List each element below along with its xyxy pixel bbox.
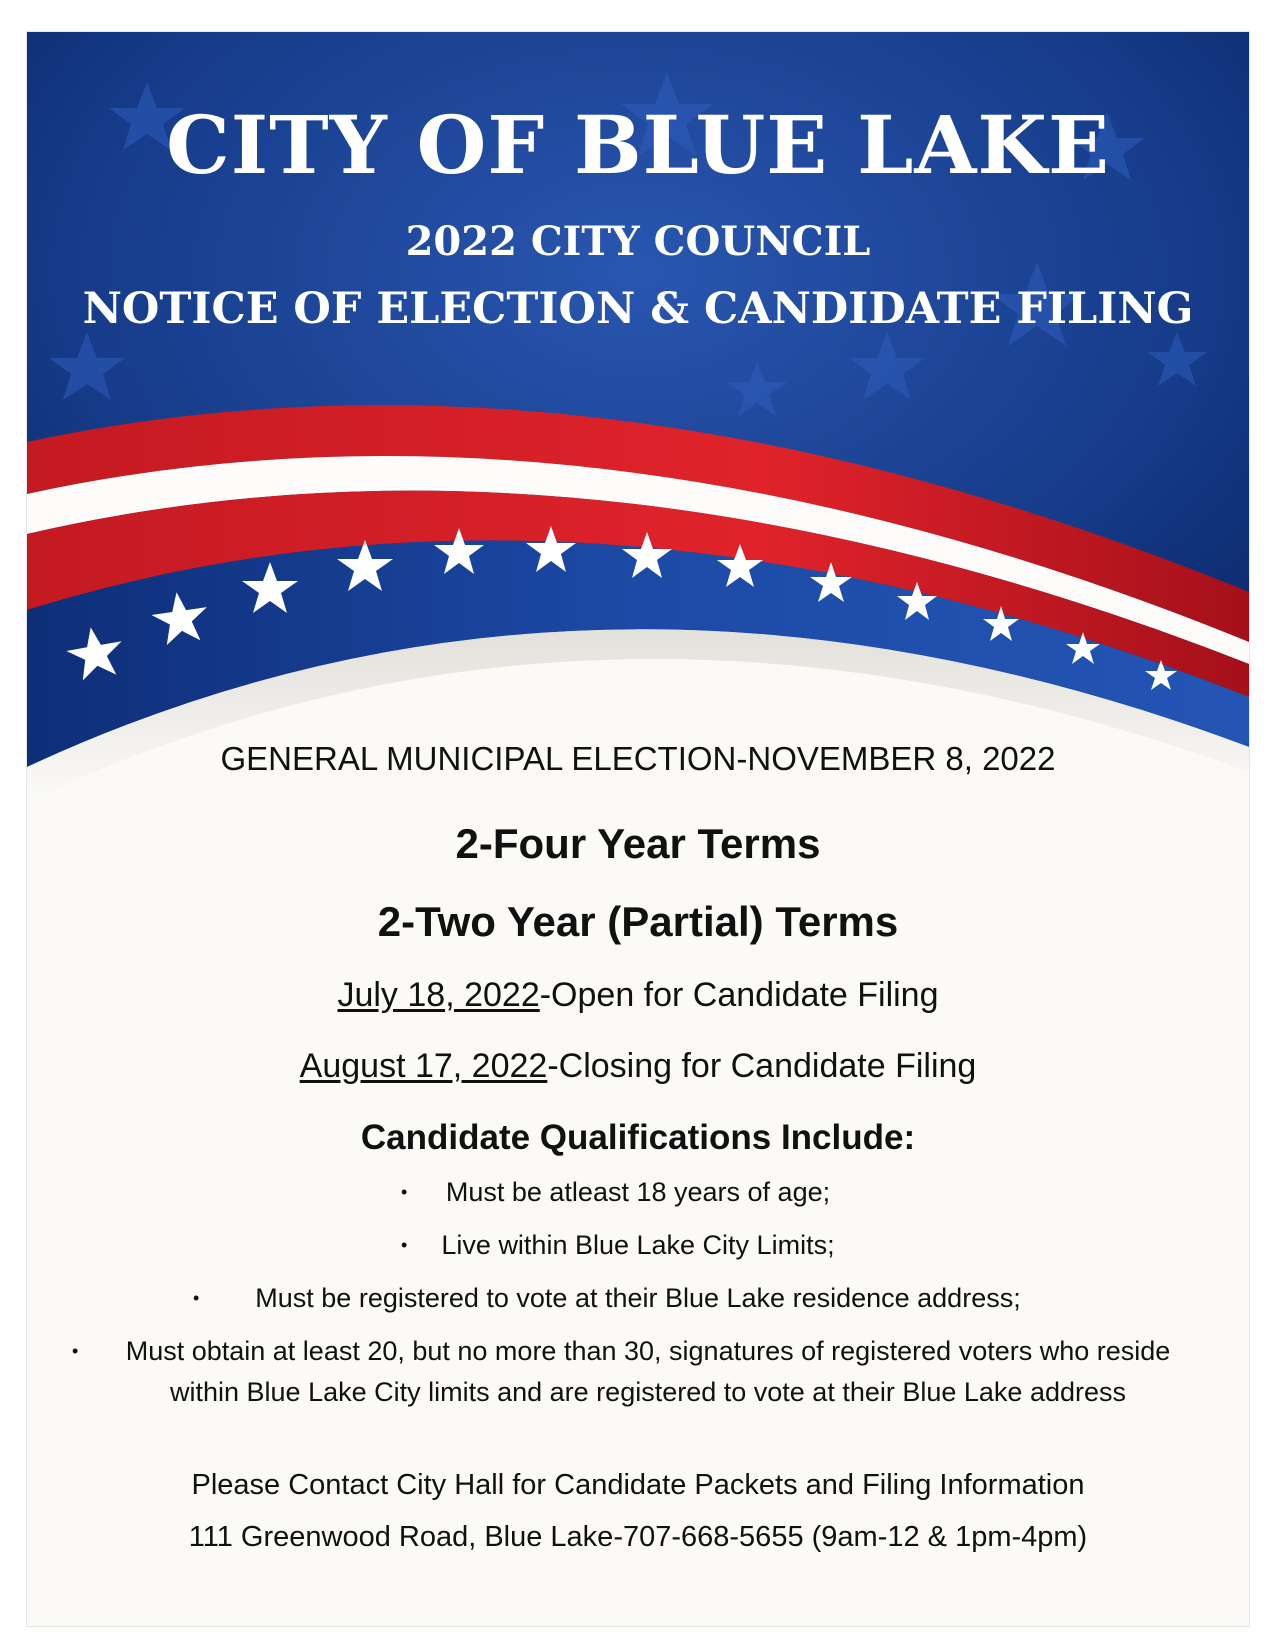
list-item: • Live within Blue Lake City Limits; (27, 1225, 1249, 1266)
election-date-line: GENERAL MUNICIPAL ELECTION-NOVEMBER 8, 2022 (220, 740, 1056, 777)
filing-open-text: -Open for Candidate Filing (539, 976, 939, 1014)
notice-subtitle: NOTICE OF ELECTION & CANDIDATE FILING (82, 284, 1194, 334)
election-flyer (27, 32, 1249, 1626)
list-item: • Must obtain at least 20, but no more than 30, signatures of registered voters who reside within Blue Lake City limits and are registered to vote at their Blue Lake address (27, 1331, 1249, 1413)
filing-close-line (27, 1047, 1249, 1086)
filing-open-line (27, 976, 1249, 1015)
qualifications-list (27, 1172, 1249, 1425)
contact-instructions: Please Contact City Hall for Candidate Packets and Filing Information (191, 1469, 1085, 1501)
list-item: • Must be atleast 18 years of age; (27, 1172, 1249, 1213)
page-title: CITY OF BLUE LAKE (166, 98, 1110, 192)
bullet-icon: • (401, 1182, 408, 1202)
filing-close-date: August 17, 2022 (299, 1047, 548, 1085)
bullet-icon: • (193, 1288, 200, 1308)
bullet-icon: • (72, 1341, 79, 1361)
two-year-terms: 2-Two Year (Partial) Terms (377, 898, 899, 945)
qualifications-heading: Candidate Qualifications Include: (360, 1118, 916, 1157)
bullet-icon: • (401, 1235, 408, 1255)
filing-close-text: -Closing for Candidate Filing (547, 1047, 977, 1085)
contact-address: 111 Greenwood Road, Blue Lake-707-668-5655 (9am-12 & 1pm-4pm) (188, 1521, 1088, 1553)
list-item: • Must be registered to vote at their Blue Lake residence address; (27, 1278, 1249, 1319)
four-year-terms: 2-Four Year Terms (455, 820, 821, 867)
council-subtitle: 2022 CITY COUNCIL (405, 218, 871, 265)
filing-open-date: July 18, 2022 (337, 976, 540, 1014)
